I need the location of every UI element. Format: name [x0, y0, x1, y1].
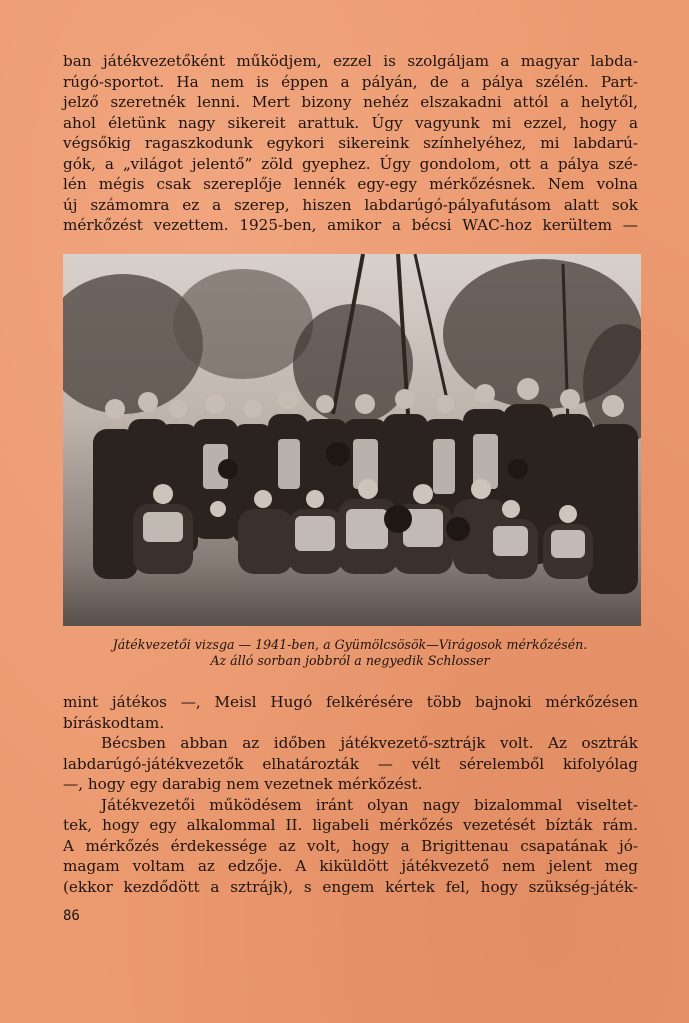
top-paragraph	[63, 51, 638, 236]
text-line: —, hogy egy darabig nem vezetnek mérkőzést.	[63, 775, 423, 793]
text-line: A mérkőzés érdekessége az volt, hogy a Brigittenau csapatának jó-	[63, 836, 638, 855]
text-line: bíráskodtam.	[63, 713, 165, 732]
photo-caption	[55, 637, 645, 669]
text-line: magam voltam az edzője. A kiküldött játékvezető nem jelent meg	[63, 857, 638, 875]
caption-line: Játékvezetői vizsga — 1941-ben, a Gyümölcsösök—Virágosok mérkőzésén.	[112, 637, 588, 652]
text-line: lén mégis csak szereplője lennék egy-egy mérkőzésnek. Nem volna	[63, 175, 638, 193]
text-line: gók, a „világot jelentő” zöld gyephez. Úgy gondolom, ott a pálya szé-	[63, 154, 638, 173]
text-line: Játékvezetői működésem iránt olyan nagy bizalommal viseltet-	[101, 795, 638, 814]
text-line: új számomra ez a szerep, hiszen labdarúgó-pályafutásom alatt sok	[63, 195, 638, 214]
text-line: végsőkig ragaszkodunk egykori sikereink színhelyéhez, mi labdarú-	[63, 134, 638, 152]
text-line: jelző szeretnék lenni. Mert bizony nehéz elszakadni attól a helytől,	[63, 93, 638, 111]
text-line: ban játékvezetőként működjem, ezzel is szolgáljam a magyar labda-	[63, 52, 638, 70]
bottom-paragraphs	[63, 692, 638, 897]
text-line: tek, hogy egy alkalommal II. ligabeli mérkőzés vezetését bízták rám.	[63, 816, 638, 834]
text-line: rúgó-sportot. Ha nem is éppen a pályán, de a pálya szélén. Part-	[63, 72, 638, 91]
group-photo	[63, 254, 641, 626]
page-number: 86	[63, 908, 80, 924]
text-line: Bécsben abban az időben játékvezető-sztrájk volt. Az osztrák	[101, 734, 638, 752]
group-photo-icon	[63, 254, 641, 626]
text-line: labdarúgó-játékvezetők elhatározták — vélt sérelemből kifolyólag	[63, 754, 638, 773]
text-line: ahol életünk nagy sikereit arattuk. Úgy vagyunk mi ezzel, hogy a	[63, 113, 638, 132]
text-line: (ekkor kezdődött a sztrájk), s engem kértek fel, hogy szükség-játék-	[63, 877, 638, 896]
caption-line: Az álló sorban jobbról a negyedik Schlosser	[210, 653, 490, 668]
text-line: mint játékos —, Meisl Hugó felkérésére több bajnoki mérkőzésen	[63, 693, 638, 711]
text-line: mérkőzést vezettem. 1925-ben, amikor a bécsi WAC-hoz kerültem —	[63, 216, 638, 234]
